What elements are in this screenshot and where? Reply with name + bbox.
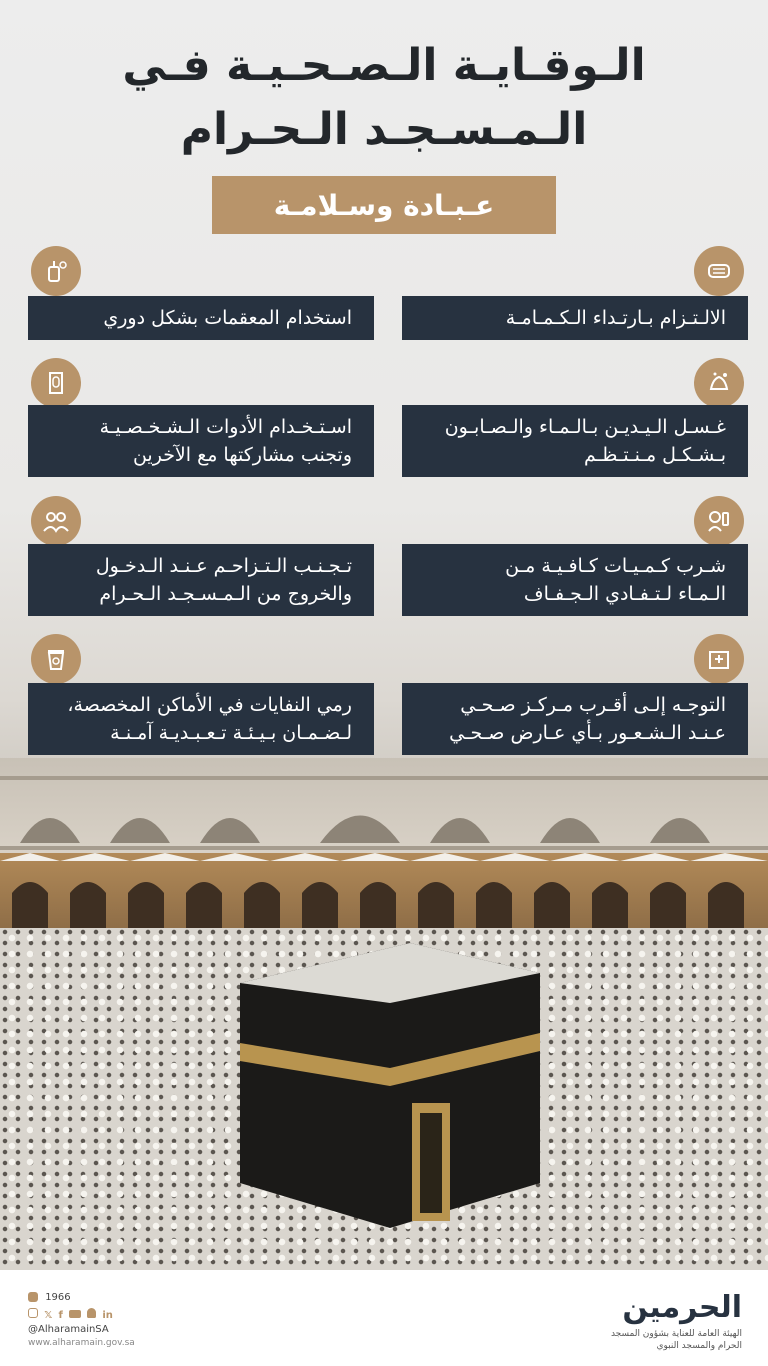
brand-subtitle: الهيئة العامة للعناية بشؤون المسجد الحرام والمسجد النبوي — [610, 1329, 742, 1351]
mask-icon — [694, 246, 744, 296]
youtube-icon[interactable] — [69, 1310, 81, 1318]
tip-text: تـجـنـب الـتـزاحـم عـنـد الـدخـول — [95, 555, 352, 577]
tip-text: الالـتـزام بـارتـداء الـكـمـامـة — [505, 307, 726, 329]
social-icons — [28, 1308, 113, 1321]
sanitizer-icon — [31, 246, 81, 296]
snapchat-icon[interactable] — [87, 1308, 96, 1318]
tip-text: وتجنب مشاركتها مع الآخرين — [132, 444, 352, 466]
website-link[interactable]: www.alharamain.gov.sa — [28, 1338, 135, 1348]
tip-card-mask — [402, 296, 748, 340]
slogan-banner: عـبـادة وسـلامـة — [212, 176, 556, 234]
tip-text: رمي النفايات في الأماكن المخصصة، — [67, 694, 352, 716]
tip-card-crowding — [28, 544, 374, 616]
drink-water-icon — [694, 496, 744, 546]
tip-text: شـرب كـمـيـات كـافـيـة مـن — [505, 555, 726, 577]
mosque-upper-arcade — [0, 758, 768, 853]
tip-text: والخروج من الـمـسـجـد الـحـرام — [99, 583, 352, 605]
tip-text: التوجـه إلـى أقـرب مـركـز صـحـي — [460, 694, 726, 716]
recycle-bin-icon — [31, 634, 81, 684]
tip-text: غـسـل الـيـديـن بـالـمـاء والـصـابـون — [444, 416, 726, 438]
tip-text: الـمـاء لـتـفـادي الـجـفـاف — [523, 583, 726, 605]
tip-card-waste — [28, 683, 374, 755]
crowd-icon — [31, 496, 81, 546]
prayer-mat-icon — [31, 358, 81, 408]
brand-logo-text: الحرمين — [622, 1290, 742, 1325]
social-handle[interactable]: @AlharamainSA — [28, 1324, 109, 1335]
tip-text: عـنـد الـشـعـور بـأي عـارض صـحـي — [449, 722, 726, 744]
health-center-icon — [694, 634, 744, 684]
page-title-line1: الـوقـايـة الـصـحـيـة فـي — [122, 40, 646, 91]
facebook-icon[interactable]: f — [58, 1310, 63, 1321]
tip-card-water — [402, 544, 748, 616]
kaaba-photo — [0, 758, 768, 1270]
tip-card-personal-tools — [28, 405, 374, 477]
x-icon[interactable]: 𝕏 — [44, 1310, 53, 1321]
instagram-icon[interactable] — [28, 1308, 38, 1318]
kaaba — [230, 943, 550, 1233]
page-title-line2: الـمـسـجـد الـحـرام — [180, 104, 588, 155]
tip-text: استخدام المعقمات بشكل دوري — [103, 307, 352, 329]
phone-line — [28, 1292, 71, 1303]
linkedin-icon[interactable]: in — [102, 1310, 113, 1321]
hand-wash-icon — [694, 358, 744, 408]
phone-number[interactable]: 1966 — [45, 1292, 71, 1303]
phone-icon — [28, 1292, 38, 1302]
tip-card-health-center — [402, 683, 748, 755]
tip-text: لـضـمـان بـيـئـة تـعـبـديـة آمـنـة — [110, 722, 352, 744]
tip-text: بـشـكـل مـنـتـظـم — [584, 444, 726, 466]
tip-card-sanitizer — [28, 296, 374, 340]
tip-text: اسـتـخـدام الأدوات الـشـخـصـيـة — [99, 416, 352, 438]
tip-card-handwash — [402, 405, 748, 477]
mosque-lower-arcade — [0, 853, 768, 938]
